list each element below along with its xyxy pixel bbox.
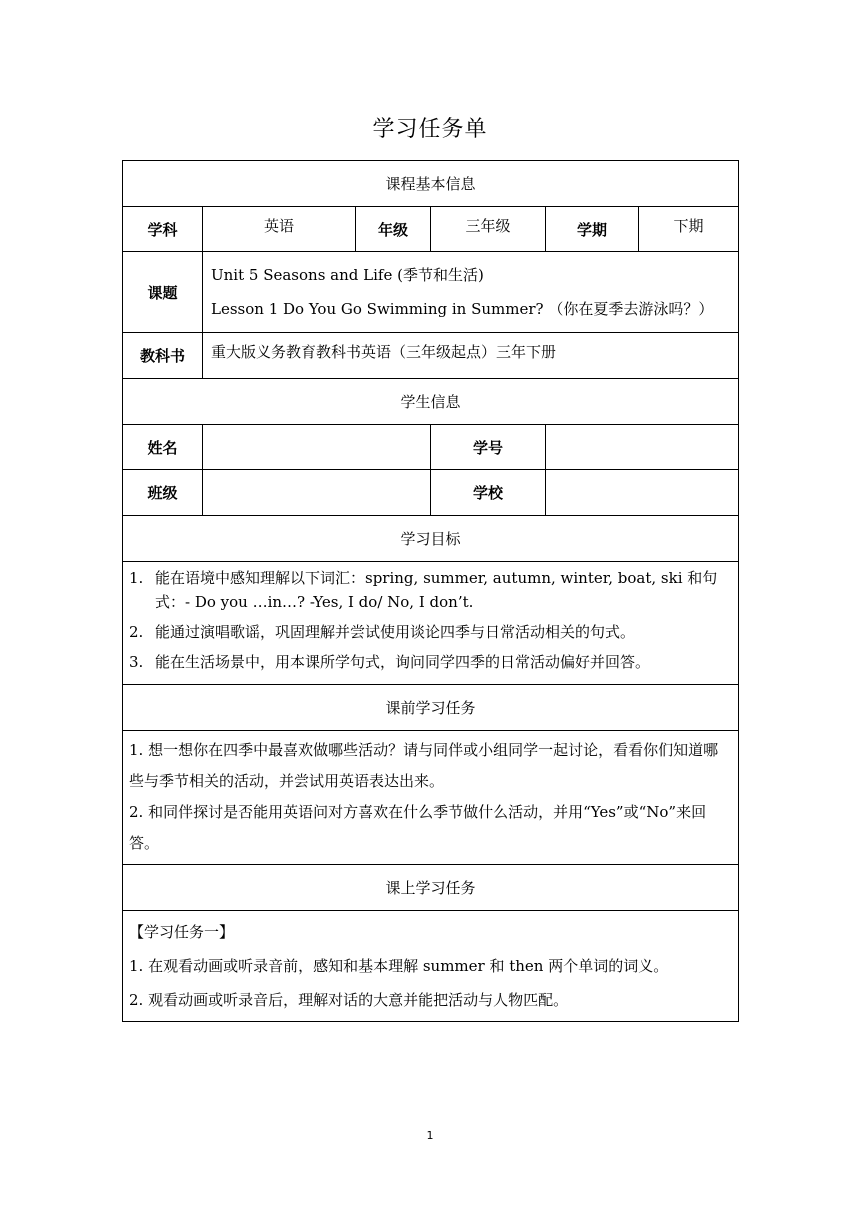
subject-value: 英语 (203, 207, 356, 252)
class-label: 班级 (123, 470, 203, 516)
objective-text: 能在语境中感知理解以下词汇：spring, summer, autumn, winter, boat, ski 和句式：- Do you …in…? -Yes, I do/ No, I don’t. (155, 569, 718, 611)
topic-line-2: Lesson 1 Do You Go Swimming in Summer? （你在夏季去游泳吗？） (211, 300, 714, 318)
objective-number: 2. (129, 623, 144, 641)
course-info-header: 课程基本信息 (123, 161, 739, 207)
class-field[interactable] (203, 470, 431, 516)
pre-class-item: 2. 和同伴探讨是否能用英语问对方喜欢在什么季节做什么活动，并用“Yes”或“No”来回答。 (129, 803, 707, 852)
topic-line-1: Unit 5 Seasons and Life (季节和生活) (211, 266, 484, 284)
school-field[interactable] (546, 470, 739, 516)
student-info-header: 学生信息 (123, 379, 739, 425)
textbook-value: 重大版义务教育教科书英语（三年级起点）三年下册 (203, 333, 739, 379)
in-class-header: 课上学习任务 (123, 865, 739, 911)
term-value: 下期 (639, 207, 739, 252)
objective-number: 3. (129, 653, 144, 671)
objective-item (129, 620, 732, 644)
topic-value (203, 252, 739, 333)
grade-label: 年级 (356, 207, 431, 252)
term-label: 学期 (546, 207, 639, 252)
in-class-item: 1. 在观看动画或听录音前，感知和基本理解 summer 和 then 两个单词的词义。 (129, 957, 669, 975)
pre-class-item: 1. 想一想你在四季中最喜欢做哪些活动？请与同伴或小组同学一起讨论，看看你们知道哪些与季节相关的活动，并尝试用英语表达出来。 (129, 741, 719, 790)
student-id-label: 学号 (431, 425, 546, 470)
objectives-list (123, 562, 739, 685)
pre-class-tasks (123, 731, 739, 865)
objective-text: 能在生活场景中，用本课所学句式，询问同学四季的日常活动偏好并回答。 (155, 653, 651, 671)
page-number: 1 (426, 1129, 434, 1142)
objective-item (129, 566, 732, 614)
objective-item (129, 650, 732, 674)
objective-text: 能通过演唱歌谣，巩固理解并尝试使用谈论四季与日常活动相关的句式。 (155, 623, 636, 641)
pre-class-header: 课前学习任务 (123, 685, 739, 731)
objectives-header: 学习目标 (123, 516, 739, 562)
topic-label: 课题 (123, 252, 203, 333)
task-sheet-table (122, 160, 739, 1022)
grade-value: 三年级 (431, 207, 546, 252)
document-title: 学习任务单 (372, 117, 488, 142)
task-one-title: 【学习任务一】 (129, 923, 235, 941)
school-label: 学校 (431, 470, 546, 516)
textbook-label: 教科书 (123, 333, 203, 379)
objective-number: 1. (129, 569, 144, 587)
in-class-item: 2. 观看动画或听录音后，理解对话的大意并能把活动与人物匹配。 (129, 991, 569, 1009)
name-field[interactable] (203, 425, 431, 470)
in-class-tasks (123, 911, 739, 1022)
name-label: 姓名 (123, 425, 203, 470)
subject-label: 学科 (123, 207, 203, 252)
student-id-field[interactable] (546, 425, 739, 470)
